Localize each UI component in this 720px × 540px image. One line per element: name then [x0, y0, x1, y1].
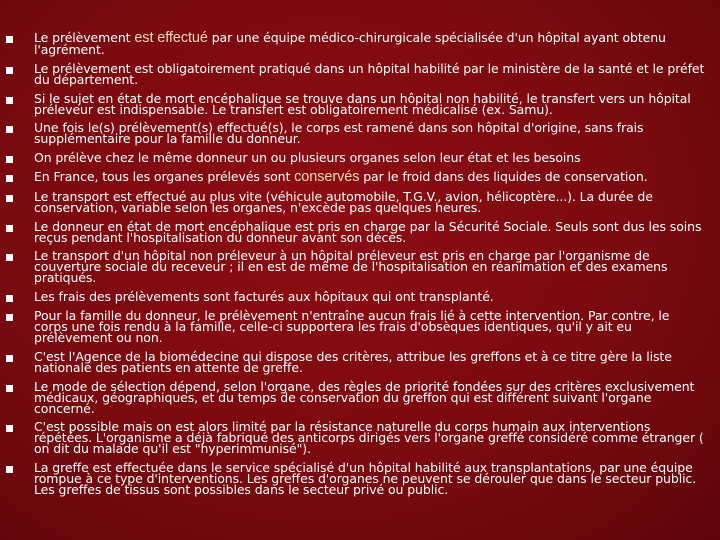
bullet-text: On prélève chez le même donneur un ou plusieurs organes selon leur état et les besoins [34, 150, 581, 166]
bullet-item [6, 60, 706, 87]
bullet-text: La greffe est effectuée dans le service spécialisé d'un hôpital habilité aux transplantations, par une équipe rompue à ce type d'interventions. Les greffes d'organes ne peuvent se dérouler que dans le secteur public. Les greffes de tissus sont possibles dans le secteur privé ou public. [34, 460, 697, 498]
bullet-text: par une équipe médico-chirurgicale spécialisée d'un hôpital ayant obtenu l'agrément. [34, 30, 666, 57]
bullet-text: par le froid dans des liquides de conservation. [359, 168, 648, 184]
square-bullet-icon [6, 36, 13, 43]
bullet-text: Le transport est effectué au plus vite (véhicule automobile, T.G.V., avion, hélicoptère...). La durée de conservation, variable selon les organes, n'excède pas quelques heures. [34, 188, 653, 215]
bullet-item [6, 168, 706, 185]
square-bullet-icon [6, 195, 13, 202]
bullet-item [6, 218, 706, 245]
bullet-item [6, 378, 706, 416]
square-bullet-icon [6, 425, 13, 432]
bullet-text: C'est possible mais on est alors limité par la résistance naturelle du corps humain aux interventions répétées. L'organisme a déjà fabriqué des anticorps dirigés vers l'organe greffé considéré comme étranger ( on dit du malade qu'il est "hyperimmunisé"). [34, 419, 704, 457]
bullet-text: Le prélèvement est obligatoirement pratiqué dans un hôpital habilité par le ministère de la santé et le préfet du département. [34, 60, 705, 87]
bullet-item [6, 419, 706, 457]
bullet-item [6, 307, 706, 345]
square-bullet-icon [6, 175, 13, 182]
square-bullet-icon [6, 385, 13, 392]
bullet-item [6, 460, 706, 498]
bullet-text: Le donneur en état de mort encéphalique est pris en charge par la Sécurité Sociale. Seuls sont dus les soins reçus pendant l'hospitalisation du donneur avant son décès. [34, 218, 702, 245]
bullet-item [6, 120, 706, 147]
square-bullet-icon [6, 254, 13, 261]
square-bullet-icon [6, 314, 13, 321]
bullet-text: Les frais des prélèvements sont facturés aux hôpitaux qui ont transplanté. [34, 289, 494, 305]
bullet-text: Si le sujet en état de mort encéphalique se trouve dans un hôpital non habilité, le transfert vers un hôpital préleveur est indispensable. Le transfert est obligatoirement médicalisé (ex. Samu). [34, 90, 691, 117]
bullet-item [6, 248, 706, 286]
square-bullet-icon [6, 355, 13, 362]
bullet-item [6, 150, 706, 166]
bullet-text: Une fois le(s) prélèvement(s) effectué(s), le corps est ramené dans son hôpital d'origine, sans frais supplémentaire pour la famille du donneur. [34, 120, 644, 147]
bullet-text: En France, tous les organes prélevés sont [34, 168, 295, 184]
bullet-item [6, 289, 706, 305]
bullet-item [6, 348, 706, 375]
square-bullet-icon [6, 225, 13, 232]
bullet-text: Pour la famille du donneur, le prélèvement n'entraîne aucun frais lié à cette intervention. Par contre, le corps une fois rendu à la famille, celle-ci supportera les frais d'obsèques identiques, qu'il y ait eu prélèvement ou non. [34, 307, 670, 345]
square-bullet-icon [6, 295, 13, 302]
bullet-item [6, 90, 706, 117]
square-bullet-icon [6, 126, 13, 133]
bullet-emphasis: est effectué [134, 30, 208, 46]
bullet-text: Le mode de sélection dépend, selon l'organe, des règles de priorité fondées sur des critères exclusivement médicaux, géographiques, et du temps de conservation du greffon qui est différent suivant l'organe concerné. [34, 378, 695, 416]
square-bullet-icon [6, 97, 13, 104]
bullet-text: Le prélèvement [34, 30, 135, 45]
bullet-emphasis: conservés [294, 168, 360, 185]
square-bullet-icon [6, 466, 13, 473]
bullet-item [6, 32, 706, 55]
bullet-text: C'est l'Agence de la biomédecine qui dispose des critères, attribue les greffons et à ce titre gère la liste nationale des patients en attente de greffe. [34, 348, 672, 375]
bullet-text: Le transport d'un hôpital non préleveur à un hôpital préleveur est pris en charge par l'organisme de couverture sociale du receveur ; il en est de même de l'hospitalisation en réanimation et des examens pratiqués. [34, 248, 668, 286]
square-bullet-icon [6, 67, 13, 74]
bullet-list [6, 32, 706, 503]
square-bullet-icon [6, 156, 13, 163]
bullet-item [6, 188, 706, 215]
